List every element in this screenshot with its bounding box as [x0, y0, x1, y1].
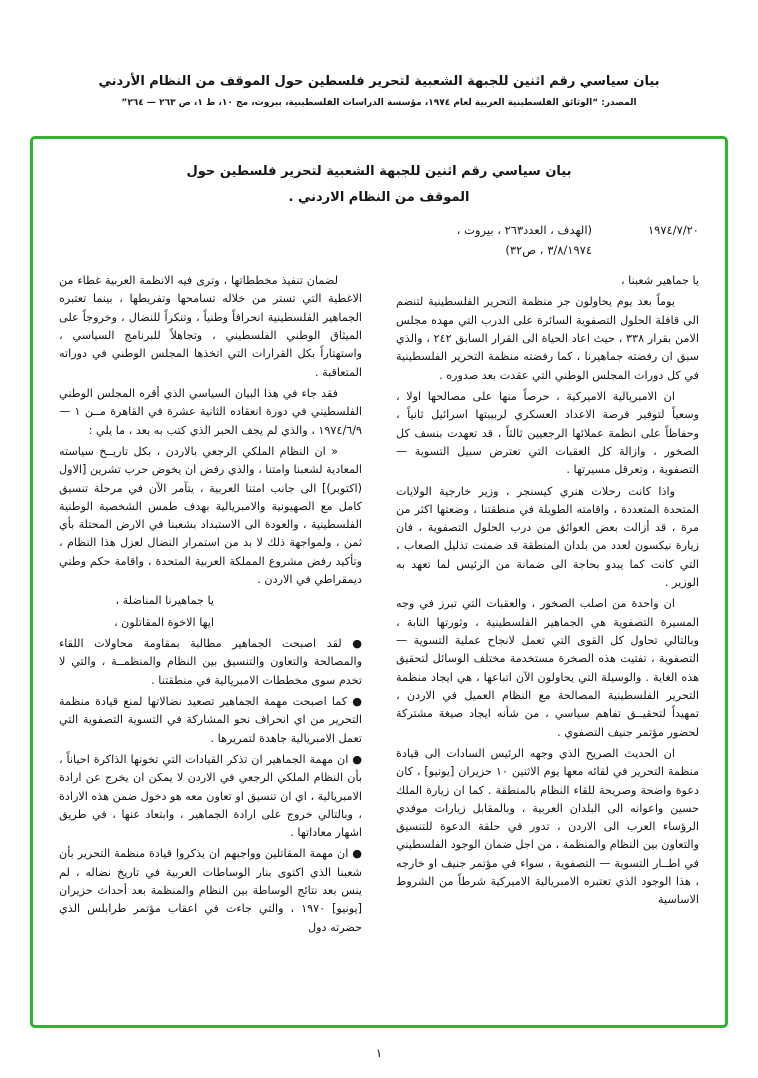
two-column-text	[59, 272, 699, 940]
citation-line2: ٣/٨/١٩٧٤ ، ص٣٢)	[505, 242, 592, 257]
paragraph: ● ان مهمة المقاتلين وواجبهم ان يذكروا قيادة منظمة التحرير بأن شعبنا الذي اكتوى بنار الوساطات العربية في تاريخ نضاله ، لم ينس بعد نتائج الوساطة بين النظام والمنظمة بعد أحداث حزيران [يونيو] ١٩٧٠ ، والتي جاءت في اعقاب مؤتمر طرابلس الذي حضرته دول	[59, 847, 362, 934]
document-citation	[457, 221, 592, 260]
page-number: ١	[375, 1046, 383, 1060]
column-right	[396, 272, 699, 940]
document-title-line2: الموقف من النظام الاردني .	[288, 190, 470, 205]
paragraph: واذا كانت رحلات هنري كيسنجر ، وزير خارجية الولايات المتحدة المتعددة ، واقامته الطويلة في منطقتنا ، وضعتها اكثر من مرة ، قد أزالت بعض العوائق من درب الحلول التصفوية ، فان زيارة نيكسون لعدد من بلدان المنطقة قد ضمنت تذليل الصعاب ، التي كانت كما يبدو بحاجة الى ضمانة من الرئيس لما تعهد به الوزير .	[396, 484, 699, 590]
paragraph: ان واحدة من اصلب الصخور ، والعقبات التي تبرز في وجه المسيرة التصفوية هي الجماهير الفلسطينية ، وثورتها النابة ، وبالتالي تحاول كل القوى التي تعمل لانجاح عملية التسوية — التصفوية ، تفتيت هذه الصخرة مستخدمة مختلف الوسائل لتحقيق هذه الغاية . والوسيلة التي يحاولون الآن اتباعها ، هي ايجاد منظمة التحرير الفلسطينية المصالحة مع النظام العميل في الاردن ، تمهيداً لتحقيــق تفاهم سياسي ، من شأنه ايجاد صيغة مشتركة لحضور مؤتمر جنيف التصفوي .	[396, 597, 699, 739]
paragraph: « ان النظام الملكي الرجعي بالاردن ، بكل تاريــخ سياسته المعادية لشعبنا وامتنا ، والذي رفض ان يخوض حرب تشرين [الاول (اكتوبر)] الى جانب امتنا العربية ، يتآمر الآن في مرحلة تنسيق كامل مع الصهيونية والامبريالية بهدف طمس الشخصية الوطنية الفلسطينية ، والعودة الى الاستبداد بشعبنا في الارض المحتلة بأي ثمن ، ولمواجهة ذلك لا بد من استمرار النضال لعزل هذا النظام ، وتأكيد رفض مشروع المملكة العربية المتحدة ، واقامة حكم وطني ديمقراطي في الاردن .	[59, 444, 362, 587]
paragraph: ● لقد اصبحت الجماهير مطالبة بمقاومة محاولات اللقاء والمصالحة والتعاون والتنسيق بين النظام والمنظمــة ، والتي لا تخدم سوى مخططات الامبريالية في منطقتنا .	[59, 637, 362, 687]
paragraph: ايها الاخوة المقاتلون ،	[114, 615, 214, 629]
paragraph: يوماً بعد يوم يحاولون جر منظمة التحرير الفلسطينية لتنضم الى قافلة الحلول التصفوية السائرة على الدرب التي مهده مجلس الامن بقرار ٣٣٨ ، حيث اعاد الحياة الى القرار السابق ٢٤٢ ، والذي سبق ان رفضته جماهيرنا ، كما رفضته منظمة التحرير الفلسطينية في كل دورات المجلس الوطني التي عقدت بعد صدوره .	[396, 295, 699, 382]
paragraph: يا جماهيرنا المناضلة ،	[115, 594, 214, 608]
citation-line1: (الهدف ، العدد٢٦٣ ، بيروت ،	[456, 223, 592, 237]
page-header	[0, 74, 758, 108]
paragraph: فقد جاء في هذا البيان السياسي الذي أقره المجلس الوطني الفلسطيني في دورة انعقاده الثانية عشرة في القاهرة مــن ١ — ١٩٧٤/٦/٩ ، والذي لم يجف الحبر الذي كتب به بعد ، ما يلي :	[59, 386, 362, 437]
paragraph: ان الامبريالية الاميركية ، حرصاً منها على مصالحها اولا ، وسعياً لتوفير فرصة الاعداد العسكري لربيبتها اسرائيل ثانياً ، وحفاظاً على انظمة عملائها الرجعيين ثالثاً ، قد تعهدت بنسف كل الصخور ، وازالة كل العقبات التي تعترض سبيل التسوية — التصفوية ، وتعرقل مسيرتها .	[396, 389, 699, 477]
document-green-frame	[30, 136, 728, 1028]
page-title: بيان سياسي رقم اثنين للجبهة الشعبية لتحرير فلسطين حول الموقف من النظام الأردني	[98, 74, 660, 89]
paragraph: ان الحديث الصريح الذي وجهه الرئيس السادات الى قيادة منظمة التحرير في لقائه معها يوم الاثنين ١٠ حزيران [يونيو] ، كان دعوة واضحة وصريحة للقاء النظام بالمنطقة . كما ان زيارة الملك حسين واعوانه الى البلدان العربية ، وبالمقابل زيارات موفدي الرؤساء العرب الى الاردن ، تدور في حلقة الدعوة للتنسيق والتعاون بين النظام والمنظمة ، من اجل ضمان الوجود الفلسطيني في اطــار التسوية — التصفوية ، سواء في مؤتمر جنيف او خارجه ، هذا الوجود الذي تعتبره الامبريالية الاميركية شرطاً من الشروط الاساسية	[396, 746, 699, 907]
source-line: المصدر: “الوثائق الفلسطينية العربية لعام ١٩٧٤، مؤسسة الدراسات الفلسطينية، بيروت، مج ١٠، ط ١، ص ٢٦٣ — ٢٦٤”	[121, 98, 637, 108]
column-left	[59, 272, 362, 940]
date-citation-row	[359, 221, 699, 260]
document-title-line1: بيان سياسي رقم اثنين للجبهة الشعبية لتحرير فلسطين حول	[186, 164, 572, 179]
paragraph: يا جماهير شعبنا ،	[621, 274, 699, 288]
paragraph: ● كما اصبحت مهمة الجماهير تصعيد نضالاتها لمنع قيادة منظمة التحرير من اي انحراف نحو المشاركة في التسوية التصفوية التي تعمل الامبريالية جاهدة لتمريرها .	[59, 694, 362, 745]
document-date: ١٩٧٤/٧/٢٠	[648, 223, 699, 237]
paragraph: لضمان تنفيذ مخططاتها ، وترى فيه الانظمة العربية غطاء من الاغطية التي تستر من خلاله تسامحها وتفريطها ، بينما تعتبره الجماهير الفلسطينية انحرافاً وطنياً ، وتنكراً للنضال ، وخروجاً على الميثاق الوطني الفلسطيني ، وتجاهلاً للبرنامج السياسي ، واستهتاراً بكل القرارات التي اتخذها المجلس الوطني في دوراته المتعاقبة .	[59, 274, 362, 379]
document-title	[159, 159, 599, 211]
paragraph: ● ان مهمة الجماهير ان تذكر القيادات التي تخونها الذاكرة احياناً ، بأن النظام الملكي الرجعي في الاردن لا يمكن ان يخرج عن ارادة الامبريالية ، اي ان تنسيق او تعاون معه هو دخول ضمن هذه الارادة ، وبالتالي خروج على ارادة الجماهير ، وابتعاد عنها ، في طريق اشهار معاداتها .	[59, 752, 362, 840]
